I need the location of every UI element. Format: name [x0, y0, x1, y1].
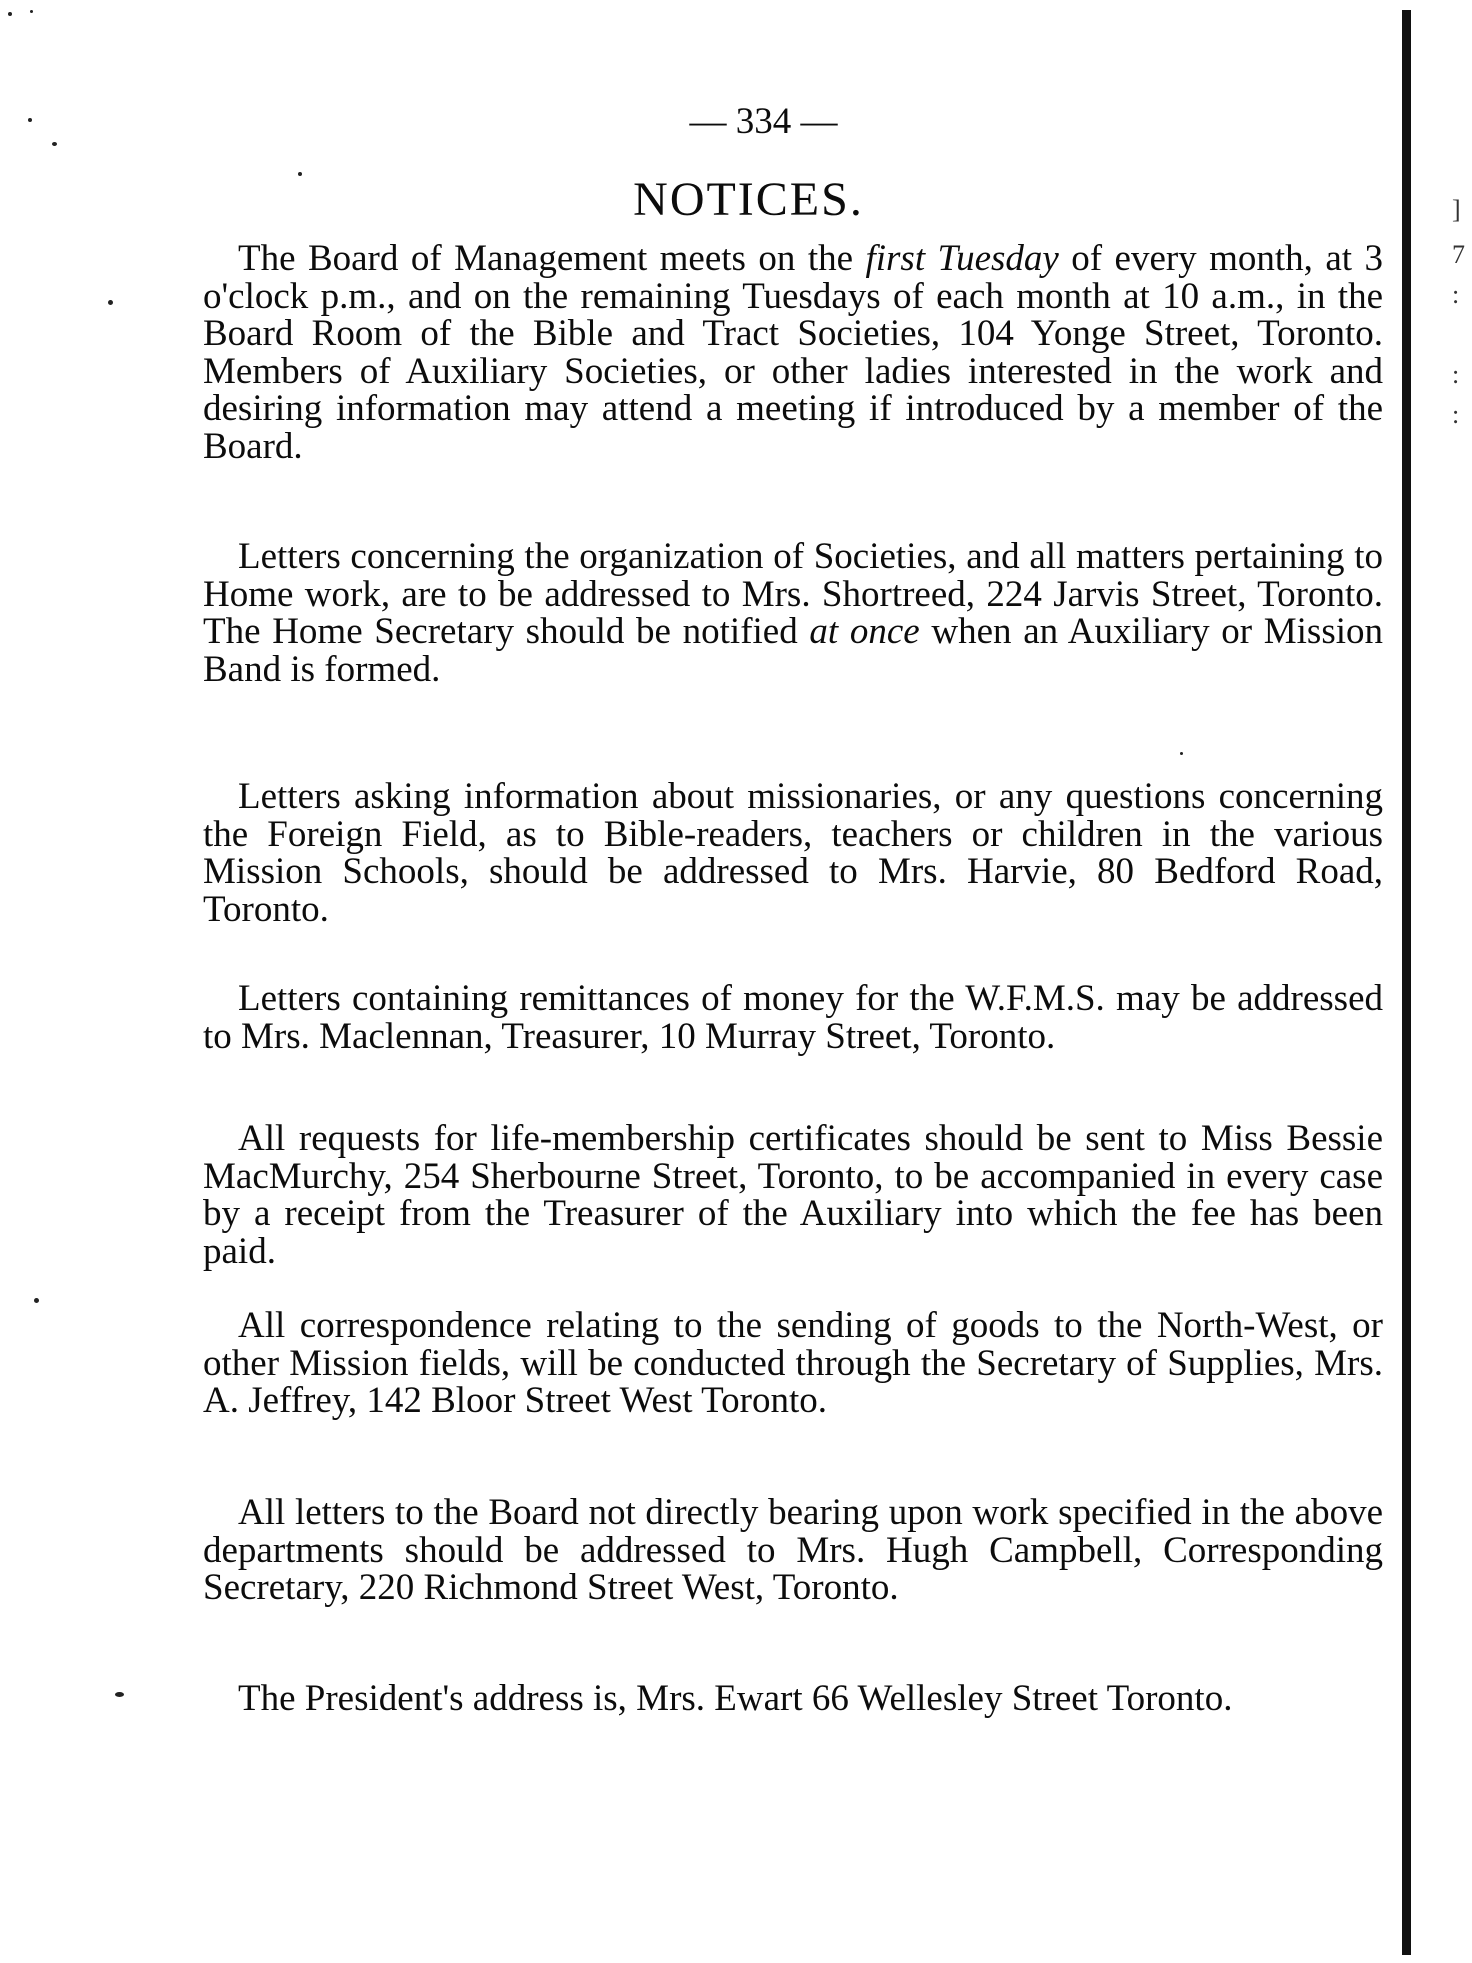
notice-general-letters: All letters to the Board not directly bearing upon work specified in the above departments should be addressed to Mrs. Hugh Campbell, Corresponding Secretary, 220 Richmond Street West, Toronto. [203, 1492, 1383, 1608]
notice-supplies: All correspondence relating to the sending of goods to the North-West, or other Mission fields, will be conducted through the Secretary of Supplies, Mrs. A. Jeffrey, 142 Bloor Street West Toronto. [203, 1305, 1383, 1421]
scan-speck [34, 1298, 39, 1303]
edge-mark: 7 [1452, 240, 1465, 269]
notice-president-address [203, 1680, 1383, 1718]
notice-board-meetings [203, 240, 1383, 465]
edge-mark: ] [1452, 195, 1461, 224]
binding-edge-line [1402, 10, 1411, 1955]
page-number: — 334 — [689, 101, 838, 142]
scan-speck [1180, 752, 1183, 755]
page-title: NOTICES. [633, 173, 864, 226]
notice-home-work [203, 538, 1383, 688]
scan-speck [108, 300, 113, 305]
notice-emphasis: at once [809, 611, 920, 652]
notice-life-membership: All requests for life-membership certificates should be sent to Miss Bessie MacMurchy, 254 Sherbourne Street, Toronto, to be accompanied in every case by a receipt from the Treasurer of the Auxiliary into which the fee has been paid. [203, 1118, 1383, 1272]
notice-remittances: Letters containing remittances of money for the W.F.M.S. may be addressed to Mrs. Maclennan, Treasurer, 10 Murray Street, Toronto. [203, 978, 1383, 1057]
edge-mark: : [1452, 280, 1460, 309]
edge-mark: : [1452, 360, 1460, 389]
scan-speck [8, 12, 12, 16]
scan-speck [30, 10, 33, 13]
notice-text: Letters concerning the organization of Societies, and all matters pertaining to Home work, are to be addressed to Mrs. Shortreed, 224 Jarvis Street, Toronto. The Home Secretary should be notified [203, 536, 1383, 652]
notice-text: The President's address is, Mrs. Ewart [238, 1678, 803, 1719]
edge-mark: : [1452, 400, 1460, 429]
notice-foreign-field: Letters asking information about missionaries, or any questions concerning the Foreign Field, as to Bible-readers, teachers or children in the various Mission Schools, should be addressed to Mrs. Harvie, 80 Bedford Road, Toronto. [203, 776, 1383, 930]
notice-text: when an Auxiliary or Mission Band is formed. [203, 611, 1383, 690]
scan-speck [298, 172, 302, 176]
scan-speck [28, 118, 32, 122]
notice-text: 66 Wellesley Street Toronto. [802, 1678, 1233, 1719]
notice-text: of every month, at 3 o'clock p.m., and on the remaining Tuesdays of each month at 10 a.m., in the Board Room of the Bible and Tract Societies, 104 Yonge Street, Toronto. Members of Auxiliary Societies, or other ladies interested in the work and desiring information may attend a meeting if introduced by a member of the Board. [203, 238, 1384, 467]
scan-speck [115, 1692, 124, 1697]
scan-speck [52, 142, 57, 146]
notice-emphasis: first Tuesday [865, 238, 1059, 279]
notice-text: The Board of Management meets on the [238, 238, 866, 279]
